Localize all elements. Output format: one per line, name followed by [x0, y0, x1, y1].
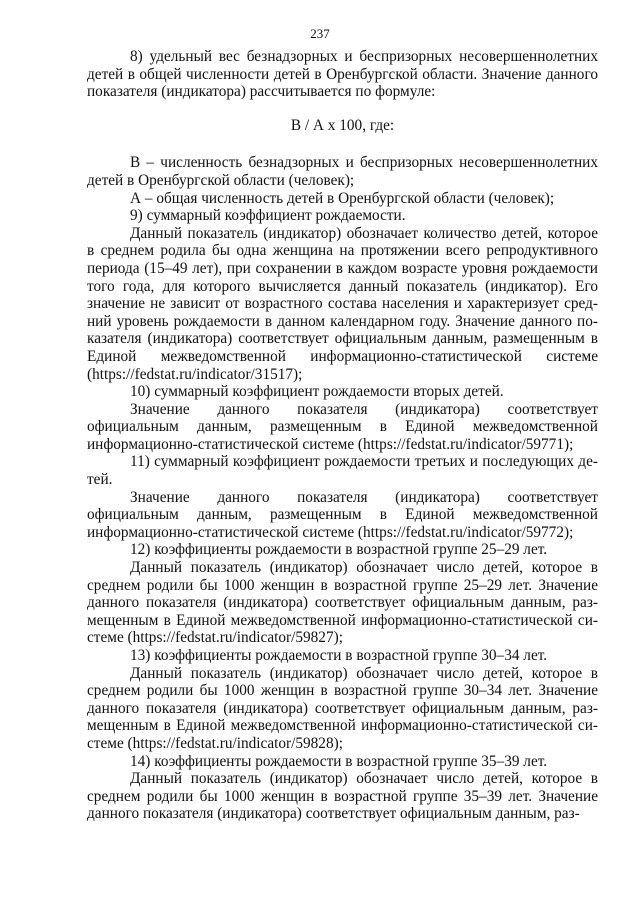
paragraph-item-9: 9) суммарный коэффициент рождаемости.	[130, 207, 406, 225]
paragraph-item-14: 14) коэффициенты рождаемости в возрастной группе 35–39 лет.	[130, 752, 548, 770]
paragraph-definition-a: А – общая численность детей в Оренбургской области (человек);	[130, 189, 555, 207]
paragraph-item-11: 11) суммарный коэффициент рождаемости третьих и последующих детей.	[87, 453, 598, 489]
paragraph-item-12: 12) коэффициенты рождаемости в возрастной группе 25–29 лет.	[130, 541, 548, 559]
paragraph-definition-b: В – численность безнадзорных и беспризорных несовершеннолетних детей в Оренбургской области (человек);	[87, 154, 598, 189]
page-number: 237	[310, 26, 330, 41]
paragraph-item-9-description: Данный показатель (индикатор) обозначает количество детей, которое в среднем родила бы одна женщина на протяжении всего репродуктивного периода (15–49 лет), при сохранении в каждом возрасте уровня рождаемости того года, для которого вычисляется данный показатель (индикатор). Его значение не зависит от возрастного состава населения и характеризует средний уровень рождаемости в данном календарном году. Значение данного показателя (индикатора) соответствует официальным данным, размещенным в Единой межведомственной информационно-статистической системе (https://fedstat.ru/indicator/31517);	[87, 224, 598, 383]
document-body	[87, 48, 598, 823]
paragraph-item-10: 10) суммарный коэффициент рождаемости вторых детей.	[130, 383, 504, 401]
paragraph-item-10-description: Значение данного показателя (индикатора) соответствует официальным данным, размещенным в Единой межведомственной информационно-статистической системе (https://fedstat.ru/indicator/59771);	[87, 400, 598, 453]
formula: В / А х 100, где:	[290, 116, 395, 134]
paragraph-item-11-description: Значение данного показателя (индикатора) соответствует официальным данным, размещенным в Единой межведомственной информационно-статистической системе (https://fedstat.ru/indicator/59772);	[87, 488, 598, 541]
paragraph-item-8: 8) удельный вес безнадзорных и беспризорных несовершеннолетних детей в общей численности детей в Оренбургской области. Значение данного показателя (индикатора) рассчитывается по формуле:	[87, 48, 598, 101]
paragraph-item-14-description: Данный показатель (индикатор) обозначает число детей, которое в среднем родили бы 1000 женщин в возрастной группе 35–39 лет. Значение данного показателя (индикатора) соответствует официальным данным, раз-	[87, 770, 598, 823]
paragraph-item-12-description: Данный показатель (индикатор) обозначает число детей, которое в среднем родили бы 1000 женщин в возрастной группе 25–29 лет. Значение данного показателя (индикатора) соответствует официальным данным, размещенным в Единой межведомственной информационно-статистической системе (https://fedstat.ru/indicator/59827);	[87, 559, 598, 647]
paragraph-item-13: 13) коэффициенты рождаемости в возрастной группе 30–34 лет.	[130, 647, 548, 664]
paragraph-item-13-description: Данный показатель (индикатор) обозначает число детей, которое в среднем родили бы 1000 женщин в возрастной группе 30–34 лет. Значение данного показателя (индикатора) соответствует официальным данным, размещенным в Единой межведомственной информационно-статистической системе (https://fedstat.ru/indicator/59828);	[87, 664, 598, 752]
